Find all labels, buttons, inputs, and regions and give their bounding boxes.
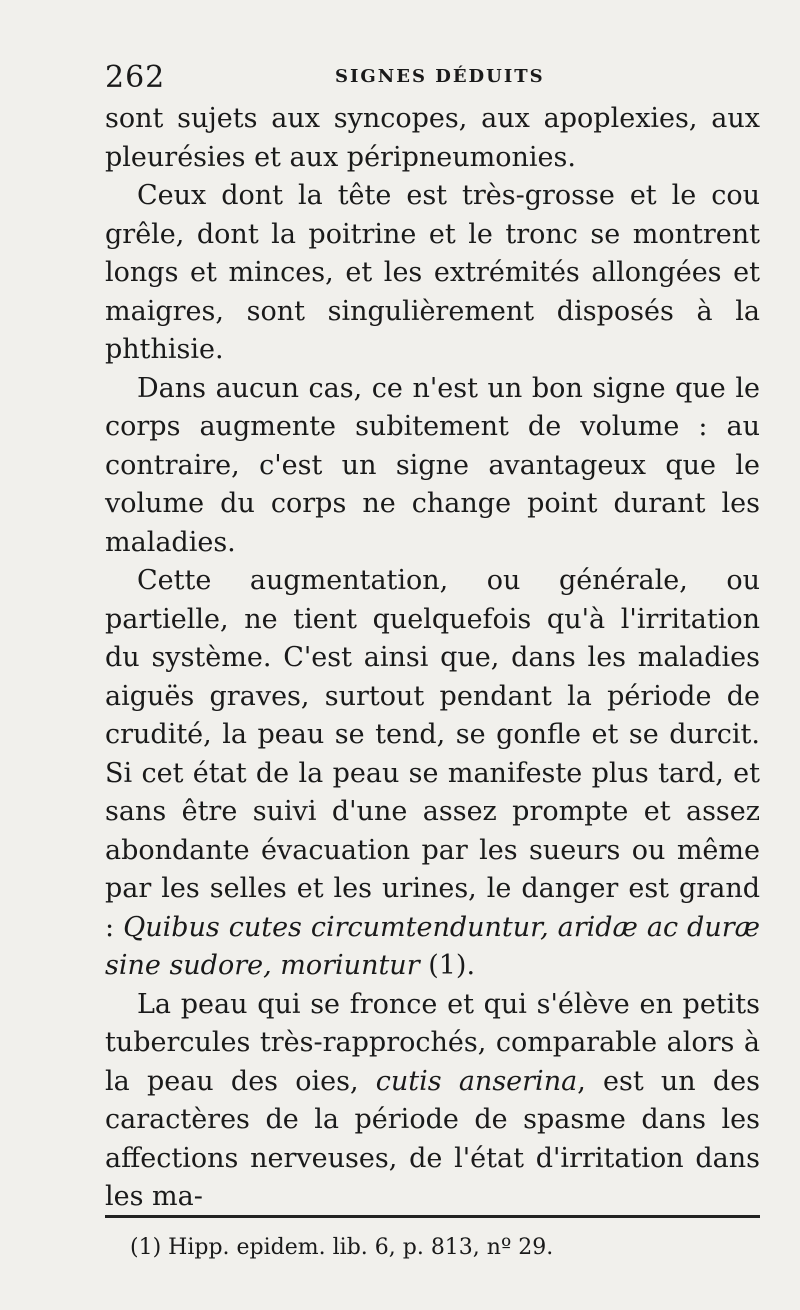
page-number: 262 xyxy=(105,60,166,95)
footnote-rule xyxy=(105,1215,760,1218)
paragraph-5 xyxy=(105,986,760,1217)
running-head: SIGNES DÉDUITS xyxy=(335,66,545,87)
paragraph-1 xyxy=(105,100,760,177)
footnote-reference: (1). xyxy=(419,950,476,981)
paragraph-2 xyxy=(105,177,760,370)
latin-term: cutis anserina xyxy=(375,1065,578,1097)
latin-quotation: Quibus cutes circumtenduntur, aridæ ac duræ sine sudore, moriuntur xyxy=(105,911,761,981)
paragraph-4 xyxy=(105,562,760,986)
paragraph-3 xyxy=(105,370,760,563)
footnote: (1) Hipp. epidem. lib. 6, p. 813, nº 29. xyxy=(130,1235,554,1260)
text-run: sont sujets aux syncopes, aux apoplexies, aux pleurésies et aux péripneumonies. xyxy=(105,103,760,173)
text-run: Ceux dont la tête est très-grosse et le cou grêle, dont la poitrine et le tronc se montrent longs et minces, et les extrémités allongées et maigres, sont singulièrement disposés à la phthisie. xyxy=(105,180,760,365)
text-run: Cette augmentation, ou générale, ou partielle, ne tient quelquefois qu'à l'irritation du système. C'est ainsi que, dans les maladies aiguës graves, surtout pendant la période de crudité, la peau se tend, se gonfle et se durcit. Si cet état de la peau se manifeste plus tard, et sans être suivi d'une assez prompte et assez abondante évacuation par les sueurs ou même par les selles et les urines, le danger est grand : xyxy=(105,565,760,943)
page-header xyxy=(105,60,760,100)
text-run: Dans aucun cas, ce n'est un bon signe que le corps augmente subitement de volume : au contraire, c'est un signe avantageux que le volume du corps ne change point durant les maladies. xyxy=(105,372,760,558)
text-run: La peau qui se fronce et qui s'élève en petits tubercules très-rapprochés, comparable alors à la peau des oies, xyxy=(105,988,760,1097)
text-run: , est un des caractères de la période de spasme dans les affections nerveuses, de l'état d'irritation dans les ma- xyxy=(105,1065,760,1212)
body-text xyxy=(105,100,760,1217)
